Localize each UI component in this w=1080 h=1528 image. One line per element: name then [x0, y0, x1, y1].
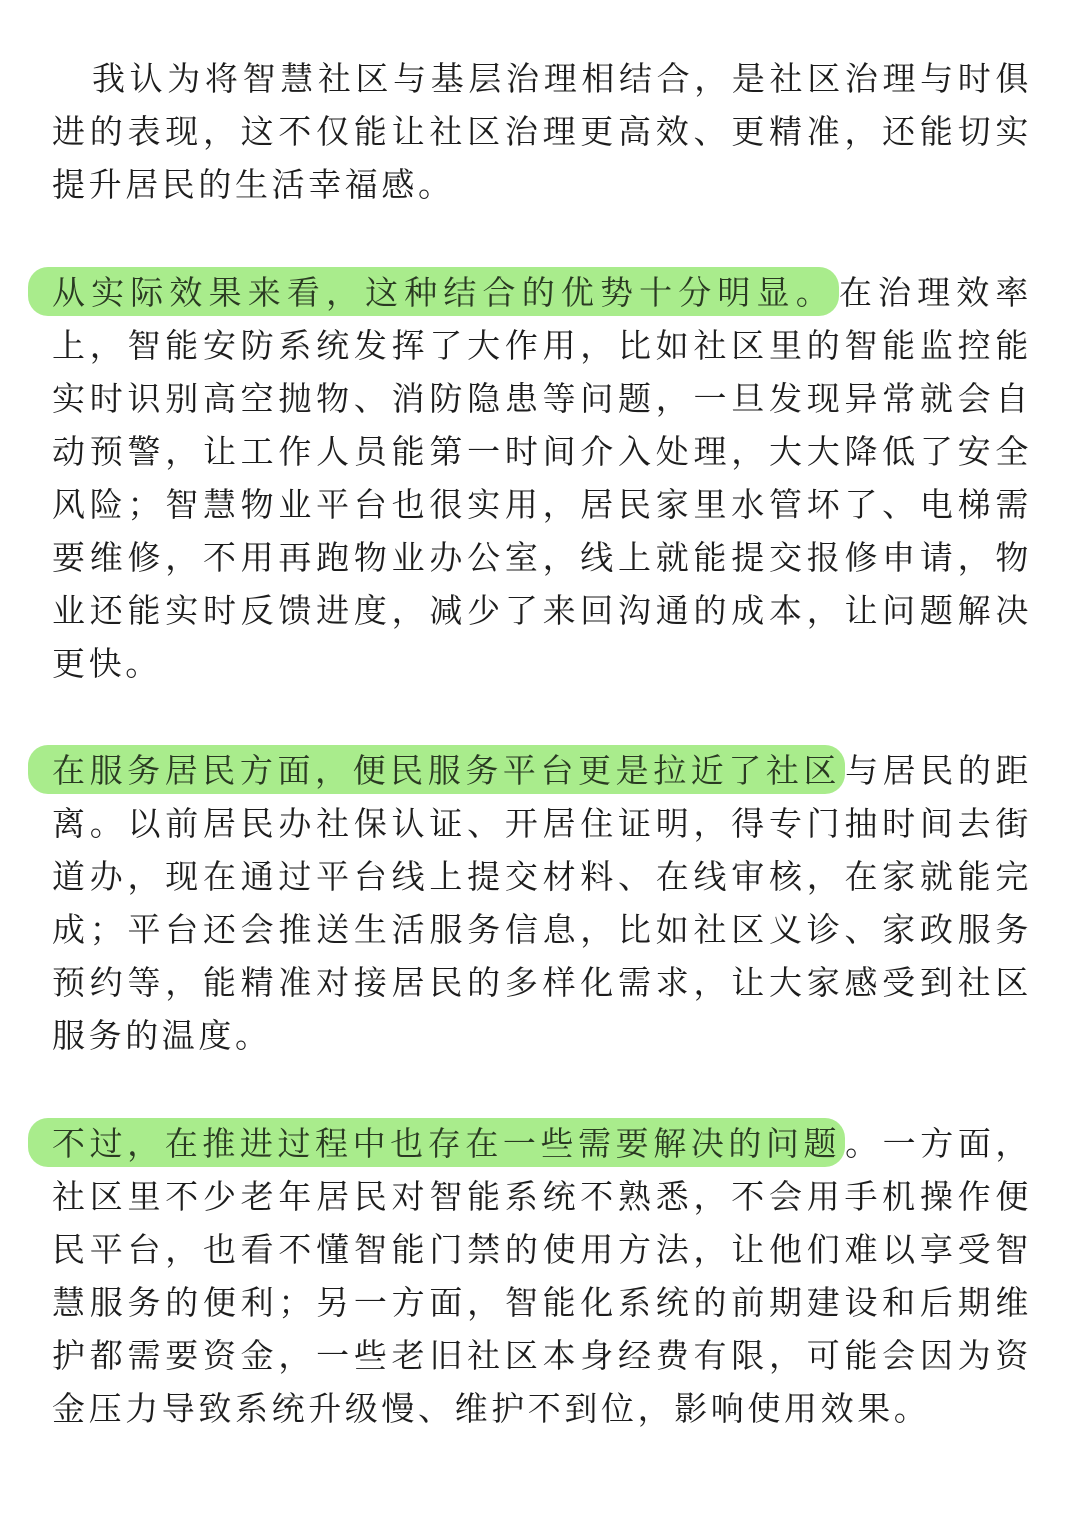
- paragraph-intro: [52, 52, 1032, 211]
- paragraph-services: [52, 744, 1032, 1062]
- paragraph-problems: [52, 1117, 1032, 1435]
- paragraph-problems-text: 。一方面，社区里不少老年居民对智能系统不熟悉，不会用手机操作便民平台，也看不懂智能门禁的使用方法，让他们难以享受智慧服务的便利；另一方面，智能化系统的前期建设和后期维护都需要资金，一些老旧社区本身经费有限，可能会因为资金压力导致系统升级慢、维护不到位，影响使用效果。: [52, 1124, 1032, 1428]
- paragraph-effects: [52, 266, 1032, 690]
- highlight-services: 在服务居民方面，便民服务平台更是拉近了社区: [28, 745, 845, 794]
- highlight-effects: 从实际效果来看，这种结合的优势十分明显。: [28, 267, 839, 316]
- paragraph-effects-text: 在治理效率上，智能安防系统发挥了大作用，比如社区里的智能监控能实时识别高空抛物、消防隐患等问题，一旦发现异常就会自动预警，让工作人员能第一时间介入处理，大大降低了安全风险；智慧物业平台也很实用，居民家里水管坏了、电梯需要维修，不用再跑物业办公室，线上就能提交报修申请，物业还能实时反馈进度，减少了来回沟通的成本，让问题解决更快。: [52, 273, 1033, 683]
- highlight-problems: 不过，在推进过程中也存在一些需要解决的问题: [28, 1118, 845, 1167]
- paragraph-services-text: 与居民的距离。以前居民办社保认证、开居住证明，得专门抽时间去街道办，现在通过平台线上提交材料、在线审核，在家就能完成；平台还会推送生活服务信息，比如社区义诊、家政服务预约等，能精准对接居民的多样化需求，让大家感受到社区服务的温度。: [52, 751, 1032, 1055]
- paragraph-intro-text: 我认为将智慧社区与基层治理相结合，是社区治理与时俱进的表现，这不仅能让社区治理更高效、更精准，还能切实提升居民的生活幸福感。: [52, 59, 1032, 204]
